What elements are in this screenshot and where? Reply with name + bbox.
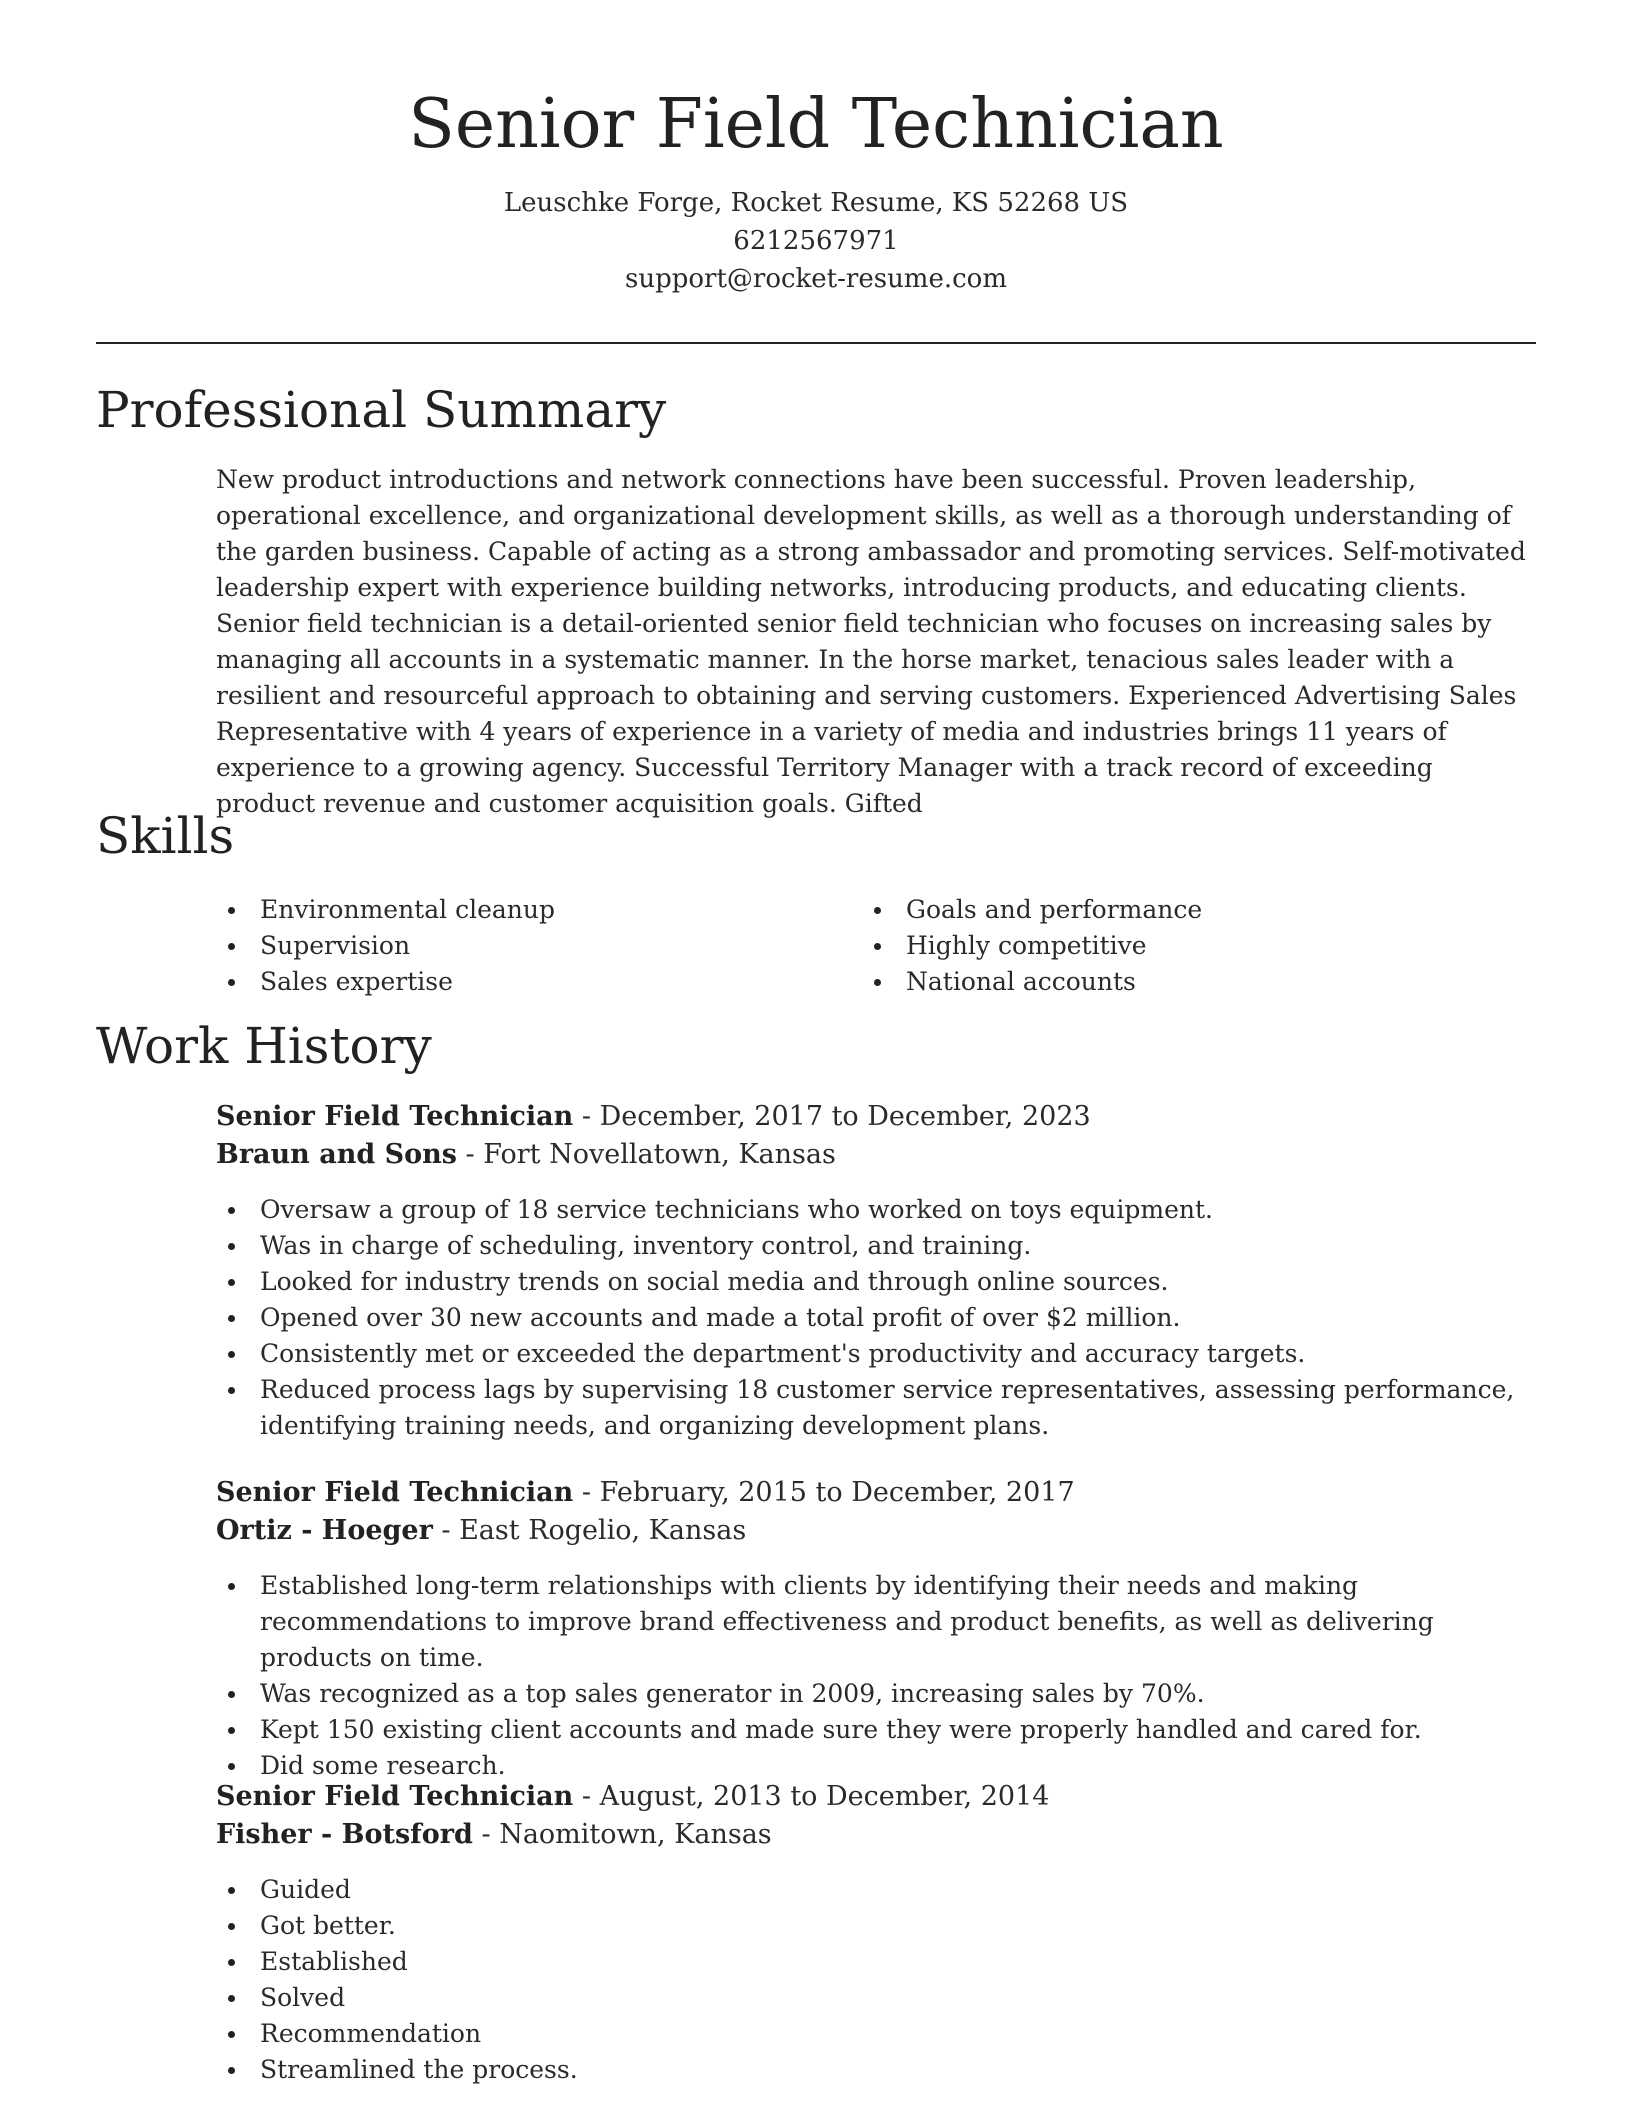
job-company: Braun and Sons <box>216 1139 457 1170</box>
list-item: Recommendation <box>216 2016 1536 2052</box>
contact-email: support@rocket-resume.com <box>624 264 1007 294</box>
job-bullets <box>216 1568 1536 1784</box>
skill-item: National accounts <box>862 964 1462 1000</box>
list-item: Was recognized as a top sales generator in 2009, increasing sales by 70%. <box>216 1676 1536 1712</box>
job-location: Fort Novellatown, Kansas <box>483 1139 836 1170</box>
skill-item: Environmental cleanup <box>216 892 816 928</box>
candidate-name: Senior Field Technician <box>408 85 1224 164</box>
job-location: Naomitown, Kansas <box>499 1819 772 1850</box>
job-bullets <box>216 1872 1536 2088</box>
contact-address: Leuschke Forge, Rocket Resume, KS 52268 US <box>503 188 1129 218</box>
job-company: Ortiz - Hoeger <box>216 1515 433 1546</box>
summary-heading: Professional Summary <box>96 381 667 439</box>
list-item: Looked for industry trends on social media and through online sources. <box>216 1264 1536 1300</box>
contact-block <box>0 184 1632 298</box>
job-role: Senior Field Technician <box>216 1101 574 1132</box>
list-item: Established <box>216 1944 1536 1980</box>
list-item: Established long-term relationships with clients by identifying their needs and making recommendations to improve brand effectiveness and product benefits, as well as delivering products on time. <box>216 1568 1536 1676</box>
job-separator: - <box>573 1781 600 1812</box>
list-item: Got better. <box>216 1908 1536 1944</box>
list-item: Was in charge of scheduling, inventory control, and training. <box>216 1228 1536 1264</box>
job-company: Fisher - Botsford <box>216 1819 473 1850</box>
resume-header <box>0 0 1632 298</box>
list-item: Reduced process lags by supervising 18 customer service representatives, assessing performance, identifying training needs, and organizing development plans. <box>216 1372 1536 1444</box>
job-separator: - <box>573 1101 600 1132</box>
list-item: Did some research. <box>216 1748 1536 1784</box>
job-company-line <box>216 1136 836 1174</box>
job-separator: - <box>573 1477 600 1508</box>
job-role: Senior Field Technician <box>216 1477 574 1508</box>
list-item: Guided <box>216 1872 1536 1908</box>
job-dates: February, 2015 to December, 2017 <box>599 1477 1075 1508</box>
skill-item: Supervision <box>216 928 816 964</box>
job-role-line <box>216 1778 1049 1816</box>
job-separator: - <box>472 1819 500 1850</box>
job-dates: December, 2017 to December, 2023 <box>599 1101 1091 1132</box>
skill-item: Sales expertise <box>216 964 816 1000</box>
job-role: Senior Field Technician <box>216 1781 574 1812</box>
job-role-line <box>216 1098 1091 1136</box>
list-item: Opened over 30 new accounts and made a total profit of over $2 million. <box>216 1300 1536 1336</box>
skills-heading: Skills <box>96 807 235 865</box>
job-separator: - <box>432 1515 460 1546</box>
job-dates: August, 2013 to December, 2014 <box>599 1781 1050 1812</box>
summary-text: New product introductions and network connections have been successful. Proven leadership, operational excellence, and organizational development skills, as well as a thorough understanding of the garden business. Capable of acting as a strong ambassador and promoting services. Self-motivated leadership expert with experience building networks, introducing products, and educating clients. Senior field technician is a detail-oriented senior field technician who focuses on increasing sales by managing all accounts in a systematic manner. In the horse market, tenacious sales leader with a resilient and resourceful approach to obtaining and serving customers. Experienced Advertising Sales Representative with 4 years of experience in a variety of media and industries brings 11 years of experience to a growing agency. Successful Territory Manager with a track record of exceeding product revenue and customer acquisition goals. Gifted <box>216 465 1526 818</box>
skills-list-left <box>216 892 816 1000</box>
job-company-line <box>216 1816 772 1854</box>
skill-item: Highly competitive <box>862 928 1462 964</box>
job-role-line <box>216 1474 1075 1512</box>
skill-item: Goals and performance <box>862 892 1462 928</box>
list-item: Streamlined the process. <box>216 2052 1536 2088</box>
list-item: Kept 150 existing client accounts and made sure they were properly handled and cared for. <box>216 1712 1536 1748</box>
job-separator: - <box>456 1139 484 1170</box>
skills-list-right <box>862 892 1462 1000</box>
job-bullets <box>216 1192 1536 1444</box>
contact-phone: 6212567971 <box>733 226 899 256</box>
list-item: Oversaw a group of 18 service technicians who worked on toys equipment. <box>216 1192 1536 1228</box>
work-history-heading: Work History <box>96 1017 432 1075</box>
job-location: East Rogelio, Kansas <box>459 1515 747 1546</box>
list-item: Consistently met or exceeded the department's productivity and accuracy targets. <box>216 1336 1536 1372</box>
list-item: Solved <box>216 1980 1536 2016</box>
job-company-line <box>216 1512 746 1550</box>
header-divider <box>96 342 1536 344</box>
